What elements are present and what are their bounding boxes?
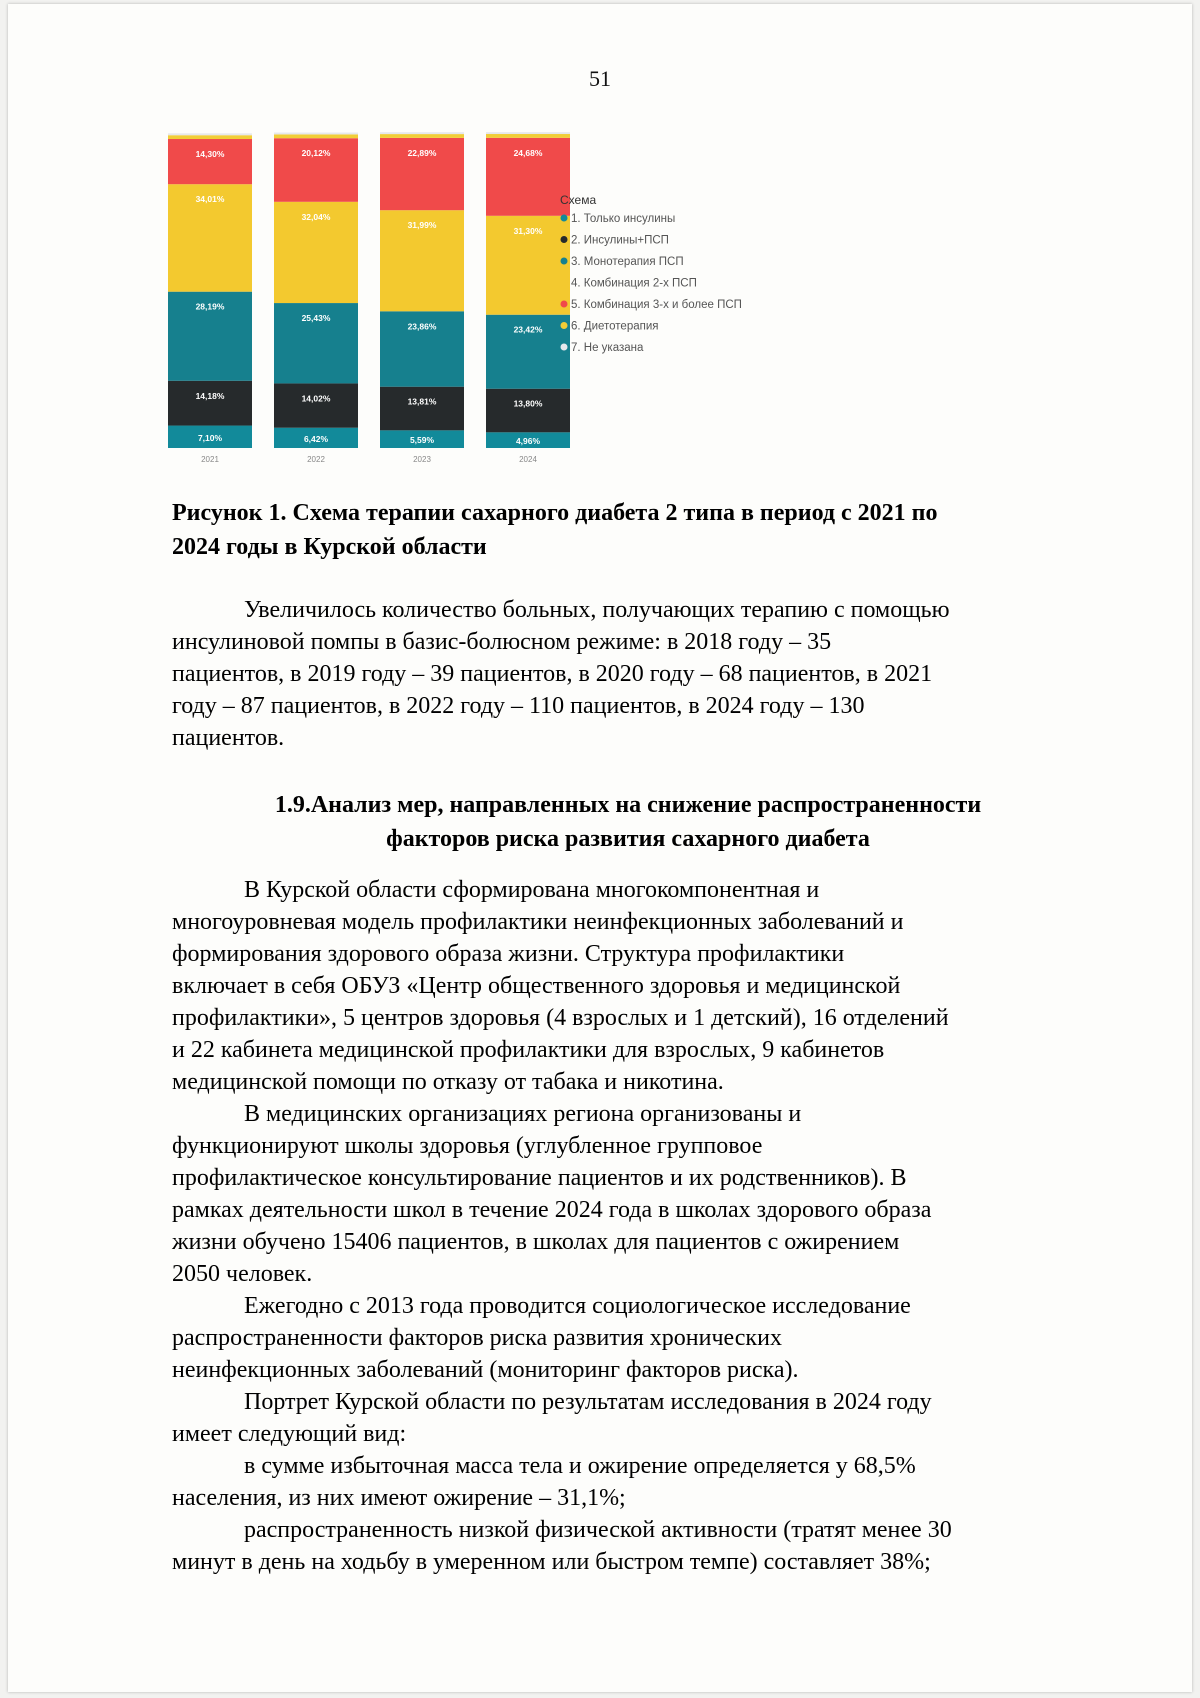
text-line: жизни обучено 15406 пациентов, в школах для пациентов с ожирением [172,1229,900,1255]
data-label: 25,43% [301,313,331,324]
caption-line-1: Рисунок 1. Схема терапии сахарного диабета 2 типа в период с 2021 по [172,500,938,526]
legend-label: 5. Комбинация 3-х и более ПСП [571,299,742,311]
text-line: имеет следующий вид: [172,1421,407,1447]
bar-segment [380,387,464,431]
data-label: 23,42% [513,324,543,335]
legend-label: 2. Инсулины+ПСП [571,234,669,247]
data-label: 13,80% [513,398,543,409]
data-label: 13,81% [407,396,437,407]
text-line: рамках деятельности школ в течение 2024 года в школах здорового образа [172,1197,932,1223]
text-line: инсулиновой помпы в базис-болюсном режиме: в 2018 году – 35 [172,629,832,655]
x-tick-label: 2024 [519,455,537,464]
data-label: 23,86% [407,321,437,332]
paragraph-obesity [172,1450,1084,1514]
section-heading-line-2: факторов риска развития сахарного диабета [386,826,870,852]
text-line: В медицинских организациях региона организованы и [244,1101,802,1127]
legend-marker [561,344,568,351]
text-line: неинфекционных заболеваний (мониторинг факторов риска). [172,1357,799,1383]
legend-label: 7. Не указана [571,342,644,354]
legend-title: Схема [560,193,597,207]
text-line: году – 87 пациентов, в 2022 году – 110 пациентов, в 2024 году – 130 [172,693,865,719]
x-tick-label: 2023 [413,455,431,464]
data-label: 32,04% [301,211,331,222]
legend-label: 1. Только инсулины [571,213,676,225]
legend-marker [561,215,568,222]
legend-label: 4. Комбинация 2-х ПСП [571,277,697,290]
bar-segment [486,132,570,134]
legend-marker [561,258,568,265]
data-label: 24,68% [513,147,543,158]
legend-marker [561,301,568,308]
data-label: 6,42% [303,433,329,444]
text-line: функционируют школы здоровья (углубленное групповое [172,1133,763,1159]
text-line: и 22 кабинета медицинской профилактики для взрослых, 9 кабинетов [172,1037,885,1063]
bar-segment [274,383,358,427]
data-label: 31,30% [513,225,543,236]
data-label: 14,30% [195,149,225,160]
data-label: 7,10% [197,432,223,443]
data-label: 28,19% [195,301,225,312]
text-line: В Курской области сформирована многокомпонентная и [244,877,820,903]
paragraph-prevention-model [172,874,1084,1098]
text-line: Ежегодно с 2013 года проводится социологическое исследование [244,1293,911,1319]
page-number: 51 [589,66,611,91]
figure-caption [172,496,1084,564]
bar-segment [380,132,464,134]
data-label: 5,59% [409,435,435,446]
paragraph-physical-activity [172,1514,1084,1578]
paragraph-insulin-pump [172,594,1084,754]
data-label: 22,89% [407,147,437,158]
section-heading-line-1: 1.9.Анализ мер, направленных на снижение распространенности [274,792,982,818]
bar-segment [274,134,358,138]
text-line: профилактики», 5 центров здоровья (4 взрослых и 1 детский), 16 отделений [172,1005,949,1031]
text-line: Увеличилось количество больных, получающих терапию с помощью [244,597,950,623]
text-line: распространенность низкой физической активности (тратят менее 30 [244,1517,952,1543]
bar-segment [380,134,464,138]
legend-marker [561,279,568,286]
paragraph-health-schools [172,1098,1084,1290]
text-line: населения, из них имеют ожирение – 31,1%; [172,1485,626,1511]
bar-segment [274,133,358,135]
bar-segment [486,134,570,138]
text-line: 2050 человек. [172,1261,313,1287]
therapy-scheme-chart [150,118,810,468]
data-label: 31,99% [407,220,437,231]
text-line: в сумме избыточная масса тела и ожирение определяется у 68,5% [244,1453,916,1479]
text-line: пациентов, в 2019 году – 39 пациентов, в 2020 году – 68 пациентов, в 2021 [172,661,933,687]
text-line: Портрет Курской области по результатам исследования в 2024 году [244,1389,932,1415]
text-line: включает в себя ОБУЗ «Центр общественного здоровья и медицинской [172,973,901,999]
data-label: 34,01% [195,194,225,205]
stacked-bar-chart [150,118,810,468]
text-line: формирования здорового образа жизни. Структура профилактики [172,941,845,967]
legend-label: 6. Диетотерапия [571,320,659,333]
caption-line-2: 2024 годы в Курской области [172,534,487,560]
data-label: 4,96% [515,436,541,447]
data-label: 14,02% [301,393,331,404]
legend-label: 3. Монотерапия ПСП [571,256,684,268]
legend-marker [561,236,568,243]
x-tick-label: 2021 [201,455,219,464]
text-line: распространенности факторов риска развития хронических [172,1325,782,1351]
text-line: минут в день на ходьбу в умеренном или быстром темпе) составляет 38%; [172,1549,931,1575]
bar-segment [168,139,252,184]
data-label: 14,18% [195,390,225,401]
bar-segment [168,135,252,139]
bar-segment [168,381,252,426]
bar-segment [168,133,252,135]
legend-marker [561,322,568,329]
data-label: 20,12% [301,148,331,159]
paragraph-region-portrait [172,1386,1084,1450]
text-line: медицинской помощи по отказу от табака и никотина. [172,1069,724,1095]
bar-segment [486,389,570,433]
text-line: профилактическое консультирование пациентов и их родственников). В [172,1165,907,1191]
text-line: многоуровневая модель профилактики неинфекционных заболеваний и [172,909,904,935]
paragraph-sociological-study [172,1290,1084,1386]
section-heading [172,788,1084,856]
text-line: пациентов. [172,725,285,751]
x-tick-label: 2022 [307,455,325,464]
